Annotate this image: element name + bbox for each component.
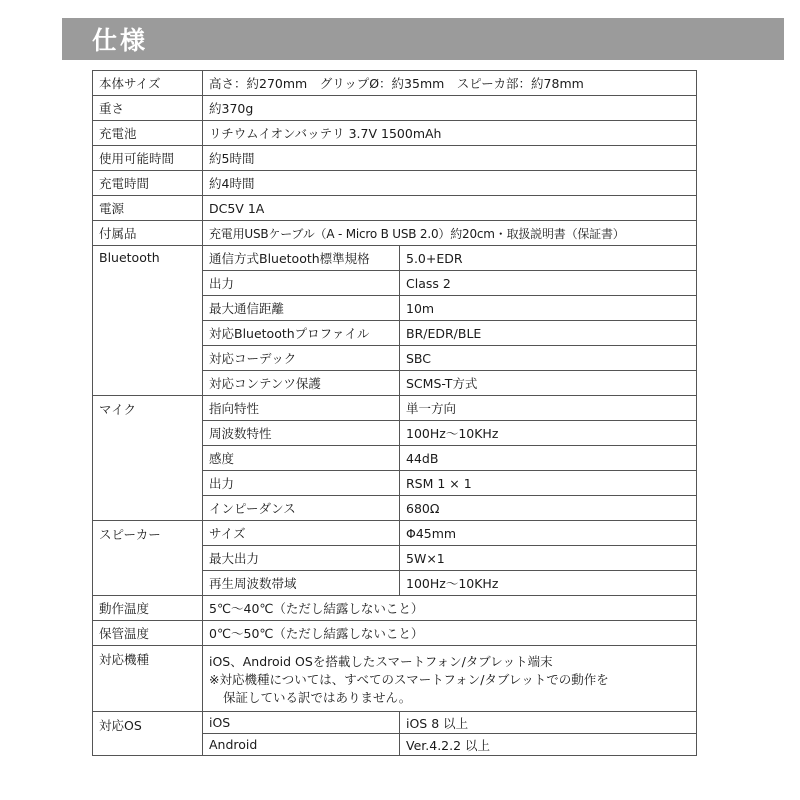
spec-label: 動作温度: [93, 596, 203, 621]
spec-label: 充電時間: [93, 171, 203, 196]
spec-sub-label: 最大通信距離: [203, 296, 400, 321]
spec-sub-label: 対応コーデック: [203, 346, 400, 371]
page-title: 仕様: [92, 26, 149, 55]
spec-value: 約5時間: [203, 146, 697, 171]
spec-label: 電源: [93, 196, 203, 221]
spec-value: 高さ：約270mm グリップØ：約35mm スピーカ部：約78mm: [203, 71, 697, 96]
spec-sub-label: インピーダンス: [203, 496, 400, 521]
spec-value: SCMS-T方式: [400, 371, 697, 396]
spec-table: [92, 70, 697, 756]
table-row-body-size: [93, 71, 697, 96]
spec-header: [62, 18, 784, 60]
spec-value: iOS 8 以上: [400, 712, 697, 734]
compatible-devices-note-2: 保証している訳ではありません。: [223, 689, 412, 705]
table-row-usage-time: [93, 146, 697, 171]
spec-value: SBC: [400, 346, 697, 371]
spec-value: 44dB: [400, 446, 697, 471]
spec-value: BR/EDR/BLE: [400, 321, 697, 346]
table-row-power: [93, 196, 697, 221]
spec-category-mic: マイク: [93, 396, 203, 521]
spec-value: 100Hz〜10KHz: [400, 421, 697, 446]
spec-value: Ver.4.2.2 以上: [400, 734, 697, 756]
spec-value: DC5V 1A: [203, 196, 697, 221]
spec-value: 5.0+EDR: [400, 246, 697, 271]
spec-label: 対応機種: [93, 646, 203, 712]
table-row-accessories: [93, 221, 697, 246]
spec-value: 単一方向: [400, 396, 697, 421]
spec-sub-label: 最大出力: [203, 546, 400, 571]
spec-value: リチウムイオンバッテリ 3.7V 1500mAh: [203, 121, 697, 146]
spec-category-os: 対応OS: [93, 712, 203, 756]
spec-value: 5℃〜40℃（ただし結露しないこと）: [203, 596, 697, 621]
table-row-storage-temp: [93, 621, 697, 646]
spec-sub-label: 再生周波数帯域: [203, 571, 400, 596]
spec-sub-label: 出力: [203, 471, 400, 496]
spec-label: 重さ: [93, 96, 203, 121]
spec-value: 5W×1: [400, 546, 697, 571]
spec-sub-label: iOS: [203, 712, 400, 734]
table-row-os: [93, 712, 697, 734]
spec-value: Class 2: [400, 271, 697, 296]
table-row-speaker: [93, 521, 697, 546]
spec-sub-label: 対応Bluetoothプロファイル: [203, 321, 400, 346]
spec-label: 本体サイズ: [93, 71, 203, 96]
spec-sub-label: 通信方式Bluetooth標準規格: [203, 246, 400, 271]
spec-sub-label: Android: [203, 734, 400, 756]
spec-sub-label: 指向特性: [203, 396, 400, 421]
spec-value: 充電用USBケーブル（A - Micro B USB 2.0）約20cm・取扱説明書（保証書）: [203, 221, 697, 246]
spec-category-bluetooth: Bluetooth: [93, 246, 203, 396]
table-row-battery: [93, 121, 697, 146]
spec-value: 約370g: [203, 96, 697, 121]
spec-value: 0℃〜50℃（ただし結露しないこと）: [203, 621, 697, 646]
spec-value: RSM 1 × 1: [400, 471, 697, 496]
spec-sub-label: 出力: [203, 271, 400, 296]
spec-label: 保管温度: [93, 621, 203, 646]
spec-value: 680Ω: [400, 496, 697, 521]
table-row-weight: [93, 96, 697, 121]
spec-value: 100Hz〜10KHz: [400, 571, 697, 596]
spec-sub-label: サイズ: [203, 521, 400, 546]
table-row-charge-time: [93, 171, 697, 196]
compatible-devices-text: iOS、Android OSを搭載したスマートフォン/タブレット端末: [209, 653, 553, 669]
spec-value: 約4時間: [203, 171, 697, 196]
spec-sub-label: 感度: [203, 446, 400, 471]
spec-label: 使用可能時間: [93, 146, 203, 171]
spec-sub-label: 周波数特性: [203, 421, 400, 446]
table-row-bluetooth: [93, 246, 697, 271]
table-row-mic: [93, 396, 697, 421]
spec-value-compatible: [203, 646, 697, 712]
spec-category-speaker: スピーカー: [93, 521, 203, 596]
spec-sub-label: 対応コンテンツ保護: [203, 371, 400, 396]
spec-value: 10m: [400, 296, 697, 321]
spec-value: Φ45mm: [400, 521, 697, 546]
table-row-compatible-devices: [93, 646, 697, 712]
spec-label: 充電池: [93, 121, 203, 146]
table-row-operating-temp: [93, 596, 697, 621]
spec-label: 付属品: [93, 221, 203, 246]
compatible-devices-note-1: ※対応機種については、すべてのスマートフォン/タブレットでの動作を: [209, 671, 609, 687]
